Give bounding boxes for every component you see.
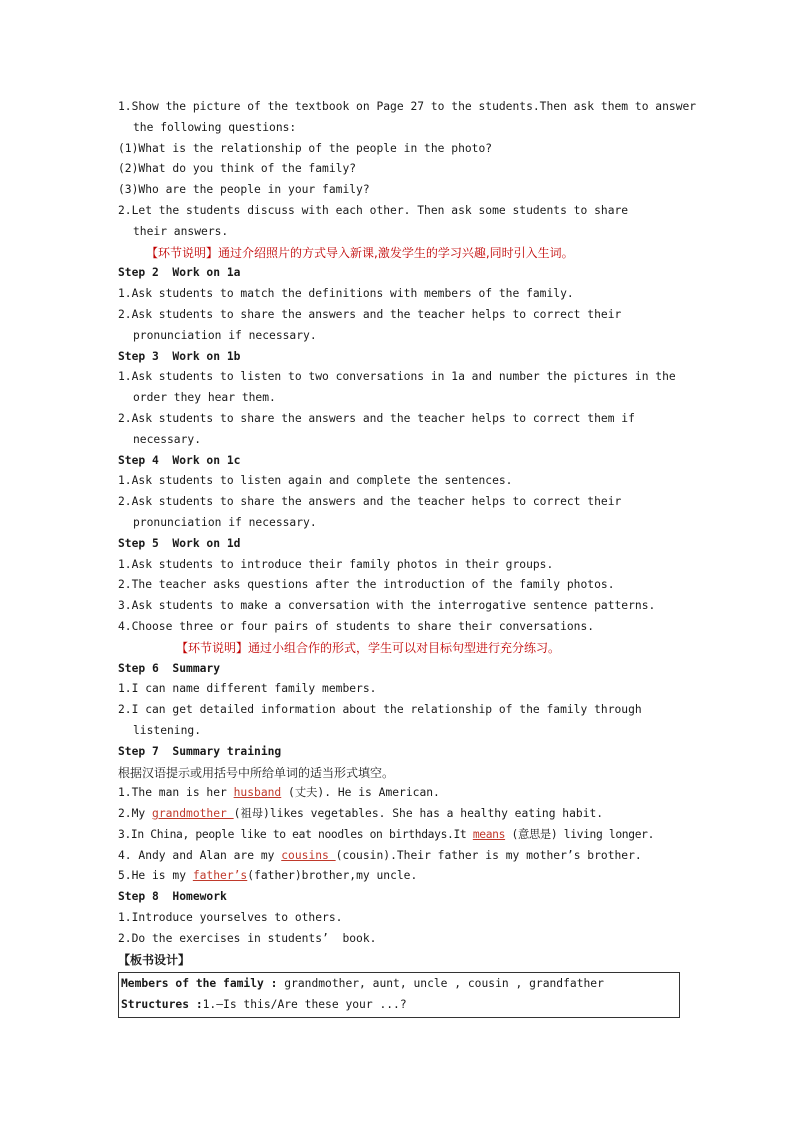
exercise-text: 5.He is my (118, 869, 193, 883)
exercise-5 (118, 866, 680, 887)
exercise-text: (father)brother,my uncle. (247, 869, 418, 883)
exercise-text: 4. Andy and Alan are my (118, 848, 282, 862)
note-text: 通过介绍照片的方式导入新课,激发学生的学习兴趣,同时引入生词。 (218, 245, 574, 260)
step-2-item-2: 2.Ask students to share the answers and the teacher helps to correct their (118, 307, 622, 321)
note-text: 通过小组合作的形式，学生可以对目标句型进行充分练习。 (248, 640, 561, 655)
board-members-label: Members of the family : (121, 977, 278, 991)
intro-line-2b: their answers. (133, 224, 229, 238)
board-structures (121, 995, 677, 1016)
lesson-plan-page (118, 97, 697, 1018)
step-2-item-2b: pronunciation if necessary. (133, 328, 317, 342)
board-structures-text: 1.—Is this/Are these your ...? (202, 998, 407, 1012)
step-4-title: Step 4 Work on 1c (118, 453, 241, 467)
exercise-text: 1.The man is her (118, 786, 234, 800)
exercise-text: (丈夫). He is American. (281, 786, 440, 800)
step-3-item-2b: necessary. (133, 432, 202, 446)
step-5-item-1: 1.Ask students to introduce their family photos in their groups. (118, 557, 554, 571)
step-7-instruction: 根据汉语提示或用括号中所给单词的适当形式填空。 (118, 765, 395, 780)
step-5-item-3: 3.Ask students to make a conversation with the interrogative sentence patterns. (118, 599, 656, 613)
step-8-title: Step 8 Homework (118, 890, 227, 904)
exercise-4 (118, 846, 680, 867)
board-heading: 【板书设计】 (118, 952, 191, 967)
step-3-item-1b: order they hear them. (133, 391, 276, 405)
board-members-text: grandmother, aunt, uncle , cousin , grandfather (277, 977, 604, 991)
step-4-item-1: 1.Ask students to listen again and complete the sentences. (118, 474, 513, 488)
step-3-item-2: 2.Ask students to share the answers and the teacher helps to correct them if (118, 411, 635, 425)
intro-note (118, 243, 680, 264)
answer-word: grandmother (152, 807, 234, 821)
step-4-item-2: 2.Ask students to share the answers and the teacher helps to correct their (118, 495, 622, 509)
exercise-text: (cousin).Their father is my mother’s brother. (335, 848, 642, 862)
intro-line-1b: the following questions: (133, 120, 297, 134)
step-6-item-1: 1.I can name different family members. (118, 682, 377, 696)
step-2-title: Step 2 Work on 1a (118, 266, 241, 280)
note-label: 【环节说明】 (176, 640, 249, 655)
step-5-item-4: 4.Choose three or four pairs of students to share their conversations. (118, 619, 595, 633)
question-3: (3)Who are the people in your family? (118, 183, 370, 197)
step-5-title: Step 5 Work on 1d (118, 536, 241, 550)
answer-word: means (472, 827, 506, 841)
step-5-item-2: 2.The teacher asks questions after the introduction of the family photos. (118, 578, 615, 592)
exercise-text: 3.In China, people like to eat noodles on birthdays.It (118, 827, 473, 841)
answer-word: father’s (192, 869, 248, 883)
step-2-item-1: 1.Ask students to match the definitions with members of the family. (118, 287, 574, 301)
exercise-text: (祖母)likes vegetables. She has a healthy eating habit. (233, 807, 604, 821)
step-6-item-2b: listening. (133, 723, 202, 737)
intro-line-1: 1.Show the picture of the textbook on Page 27 to the students.Then ask them to answer (118, 100, 697, 113)
step-3-item-1: 1.Ask students to listen to two conversations in 1a and number the pictures in the (118, 370, 676, 384)
question-1: (1)What is the relationship of the people in the photo? (118, 141, 493, 155)
step-6-item-2: 2.I can get detailed information about the relationship of the family through (118, 703, 642, 717)
exercise-text: 2.My (118, 807, 153, 821)
intro-line-2: 2.Let the students discuss with each other. Then ask some students to share (118, 203, 629, 217)
exercise-1 (118, 783, 680, 804)
note-label: 【环节说明】 (146, 245, 219, 260)
answer-word: husband (233, 786, 282, 800)
step-3-title: Step 3 Work on 1b (118, 349, 241, 363)
step-8-item-2: 2.Do the exercises in students’ book. (118, 931, 377, 945)
board-design-box (118, 972, 680, 1018)
step-7-title: Step 7 Summary training (118, 744, 282, 758)
question-2: (2)What do you think of the family? (118, 162, 357, 176)
board-members (121, 974, 677, 995)
exercise-2 (118, 804, 680, 825)
step-8-item-1: 1.Introduce yourselves to others. (118, 911, 343, 925)
step-5-note (118, 638, 680, 659)
answer-word: cousins (281, 848, 336, 862)
board-structures-label: Structures : (121, 998, 203, 1012)
step-6-title: Step 6 Summary (118, 661, 221, 675)
step-4-item-2b: pronunciation if necessary. (133, 515, 317, 529)
exercise-3 (118, 825, 680, 846)
exercise-text: (意思是) living longer. (505, 827, 655, 841)
